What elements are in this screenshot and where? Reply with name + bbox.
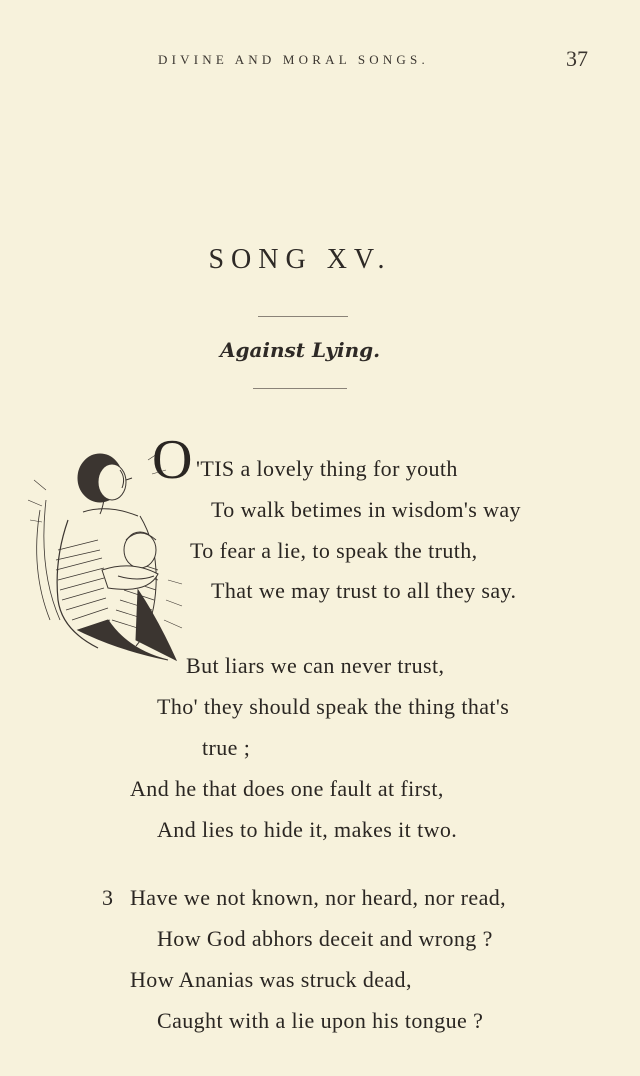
verse-line: Have we not known, nor heard, nor read, — [130, 885, 507, 910]
verse-line: true ; — [202, 735, 251, 760]
title-rule-bottom — [253, 388, 347, 389]
verse-line: How Ananias was struck dead, — [130, 967, 412, 992]
song-subtitle: Against Lying. — [219, 338, 381, 362]
verse-line: Caught with a lie upon his tongue ? — [157, 1008, 484, 1033]
page-number: 37 — [566, 46, 588, 71]
song-title: SONG XV. — [208, 244, 392, 275]
verse-line: To walk betimes in wisdom's way — [211, 497, 521, 522]
verse-line: But liars we can never trust, — [186, 653, 445, 678]
verse-line: To fear a lie, to speak the truth, — [190, 538, 478, 563]
verse-line: Tho' they should speak the thing that's — [157, 694, 510, 719]
drop-cap: O — [152, 429, 193, 491]
stanza-number: 3 — [102, 885, 113, 910]
verse-line: And lies to hide it, makes it two. — [157, 817, 458, 842]
title-rule-top — [258, 316, 348, 317]
verse-line: That we may trust to all they say. — [211, 578, 517, 603]
verse-line: And he that does one fault at first, — [130, 776, 444, 801]
verse-line: How God abhors deceit and wrong ? — [157, 926, 493, 951]
running-title: DIVINE AND MORAL SONGS. — [158, 52, 429, 67]
verse-line: 'TIS a lovely thing for youth — [196, 456, 458, 481]
